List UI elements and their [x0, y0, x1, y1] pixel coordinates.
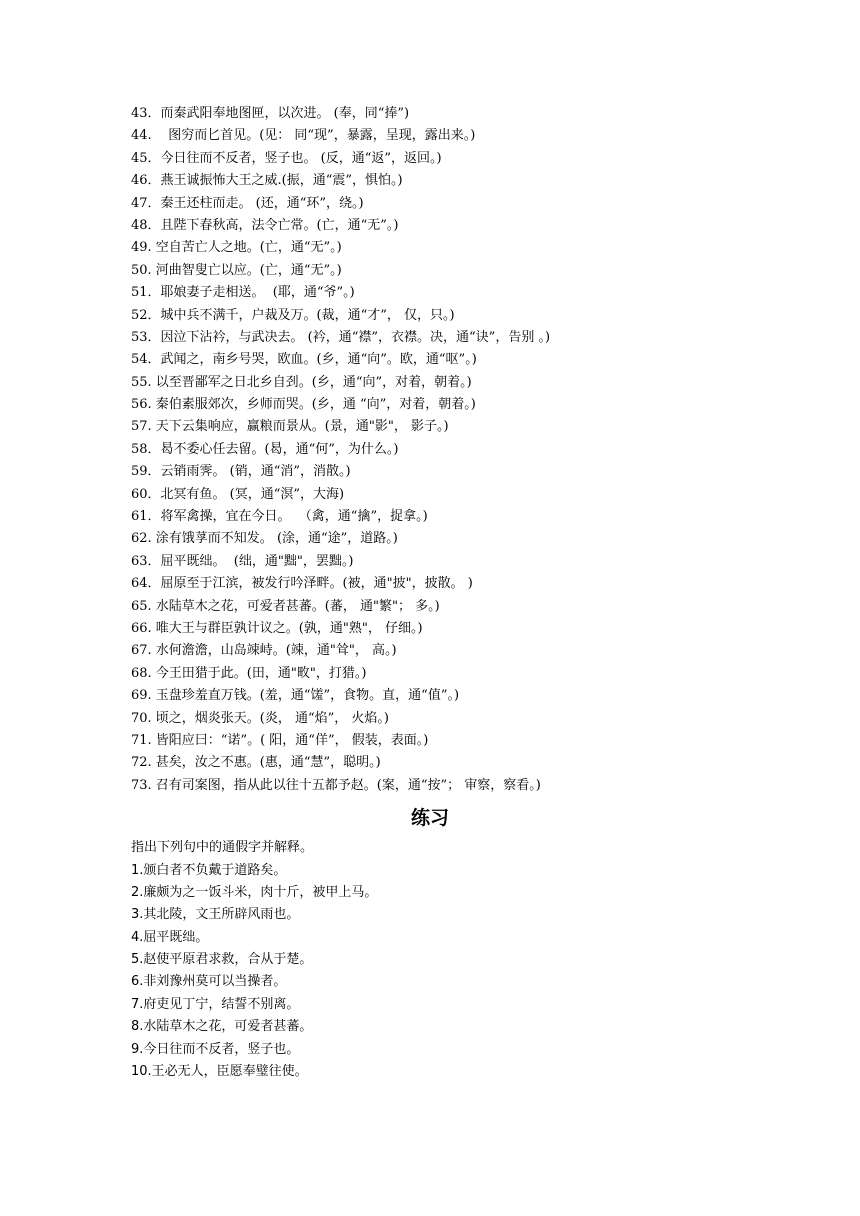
exercise-item-9: 9.今日往而不反者，竖子也。: [131, 1041, 300, 1057]
entry-43: 43．而秦武阳奉地图匣，以次进。 (奉，同“捧”): [131, 106, 410, 121]
exercise-instruction: 指出下列句中的通假字并解释。: [131, 840, 314, 856]
entry-56: 56. 秦伯素服郊次，乡师而哭。(乡，通 “向”，对着，朝着。): [131, 397, 476, 413]
exercise-item-5: 5.赵使平原君求救，合从于楚。: [131, 952, 313, 968]
exercise-item-6: 6.非刘豫州莫可以当操者。: [131, 974, 287, 990]
entry-68: 68. 今王田猎于此。(田，通"畋"，打猎。): [131, 665, 367, 681]
exercise-item-3: 3.其北陵，文王所辟风雨也。: [131, 907, 300, 923]
entry-59: 59．云销雨霁。 (销，通“消”，消散。): [131, 464, 351, 480]
entry-45: 45．今日往而不反者，竖子也。 (反，通“返”，返回。): [131, 150, 442, 166]
entry-46: 46．燕王诚振怖大王之威.(振，通“震”，惧怕。): [131, 173, 403, 189]
entry-63: 63．屈平既绌。 (绌，通"黜"，罢黜。): [131, 553, 354, 569]
exercise-section: [131, 837, 731, 1083]
exercise-item-4: 4.屈平既绌。: [131, 929, 209, 945]
entry-49: 49. 空自苦亡人之地。(亡，通“无”。): [131, 240, 342, 256]
tongjia-entry-list: [131, 103, 731, 797]
entry-55: 55. 以至晋鄙军之日北乡自刭。(乡，通“向”，对着，朝着。): [131, 374, 472, 390]
entry-65: 65. 水陆草木之花，可爱者甚蕃。(蕃， 通"繁"； 多。): [131, 598, 440, 614]
exercise-item-1: 1.颁白者不负戴于道路矣。: [131, 862, 287, 878]
entry-47: 47．秦王还柱而走。 (还，通“环”，绕。): [131, 195, 364, 211]
entry-64: 64．屈原至于江滨，被发行吟泽畔。(被，通"披"，披散。 ): [131, 576, 473, 592]
entry-73: 73. 召有司案图，指从此以往十五都予赵。(案，通“按”； 审察，察看。): [131, 777, 541, 793]
document-page: [131, 103, 731, 1083]
entry-50: 50. 河曲智叟亡以应。(亡，通“无”。): [131, 262, 342, 278]
entry-58: 58．曷不委心任去留。(曷，通“何”，为什么。): [131, 441, 399, 457]
entry-57: 57. 天下云集响应，赢粮而景从。(景，通"影"， 影子。): [131, 419, 449, 435]
exercise-item-7: 7.府吏见丁宁，结誓不别离。: [131, 996, 300, 1012]
entry-67: 67. 水何澹澹，山岛竦峙。(竦，通"耸"， 高。): [131, 643, 397, 659]
entry-51: 51．耶娘妻子走相送。 (耶，通“爷”。): [131, 285, 355, 301]
entry-44: 44. 图穷而匕首见。(见： 同“现”，暴露，呈现，露出来。): [131, 128, 476, 144]
entry-62: 62. 涂有饿莩而不知发。 (涂，通“途”，道路。): [131, 531, 398, 547]
entry-48: 48．且陛下春秋高，法令亡常。(亡，通“无”。): [131, 217, 399, 233]
entry-52: 52．城中兵不满千，户裁及万。(裁，通“才”， 仅，只。): [131, 307, 455, 323]
entry-54: 54．武闻之，南乡号哭，欧血。(乡，通“向”。欧，通“呕”。): [131, 352, 477, 368]
entry-69: 69. 玉盘珍羞直万钱。(羞，通“馐”，食物。直，通“值”。): [131, 688, 460, 704]
entry-72: 72. 甚矣，汝之不惠。(惠，通“慧”，聪明。): [131, 755, 381, 771]
exercise-title: 练习: [410, 807, 449, 830]
exercise-item-8: 8.水陆草木之花，可爱者甚蕃。: [131, 1019, 313, 1035]
entry-60: 60．北冥有鱼。 (冥，通“溟”，大海): [131, 486, 345, 502]
entry-66: 66. 唯大王与群臣孰计议之。(孰，通"熟"， 仔细。): [131, 620, 423, 636]
entry-61: 61．将军禽操，宜在今日。 （禽，通“擒”，捉拿。): [131, 509, 428, 525]
entry-71: 71. 皆阳应曰：“诺”。( 阳，通“佯”， 假装，表面。): [131, 732, 429, 748]
entry-53: 53．因泣下沾衿，与武决去。 (衿，通“襟”，衣襟。决，通“诀”，告别 。): [131, 329, 551, 345]
exercise-item-2: 2.廉颇为之一饭斗米，肉十斤，被甲上马。: [131, 884, 378, 900]
exercise-item-10: 10.王必无人，臣愿奉璧往使。: [131, 1064, 308, 1080]
entry-70: 70. 顷之，烟炎张天。(炎， 通“焰”， 火焰。): [131, 710, 390, 726]
